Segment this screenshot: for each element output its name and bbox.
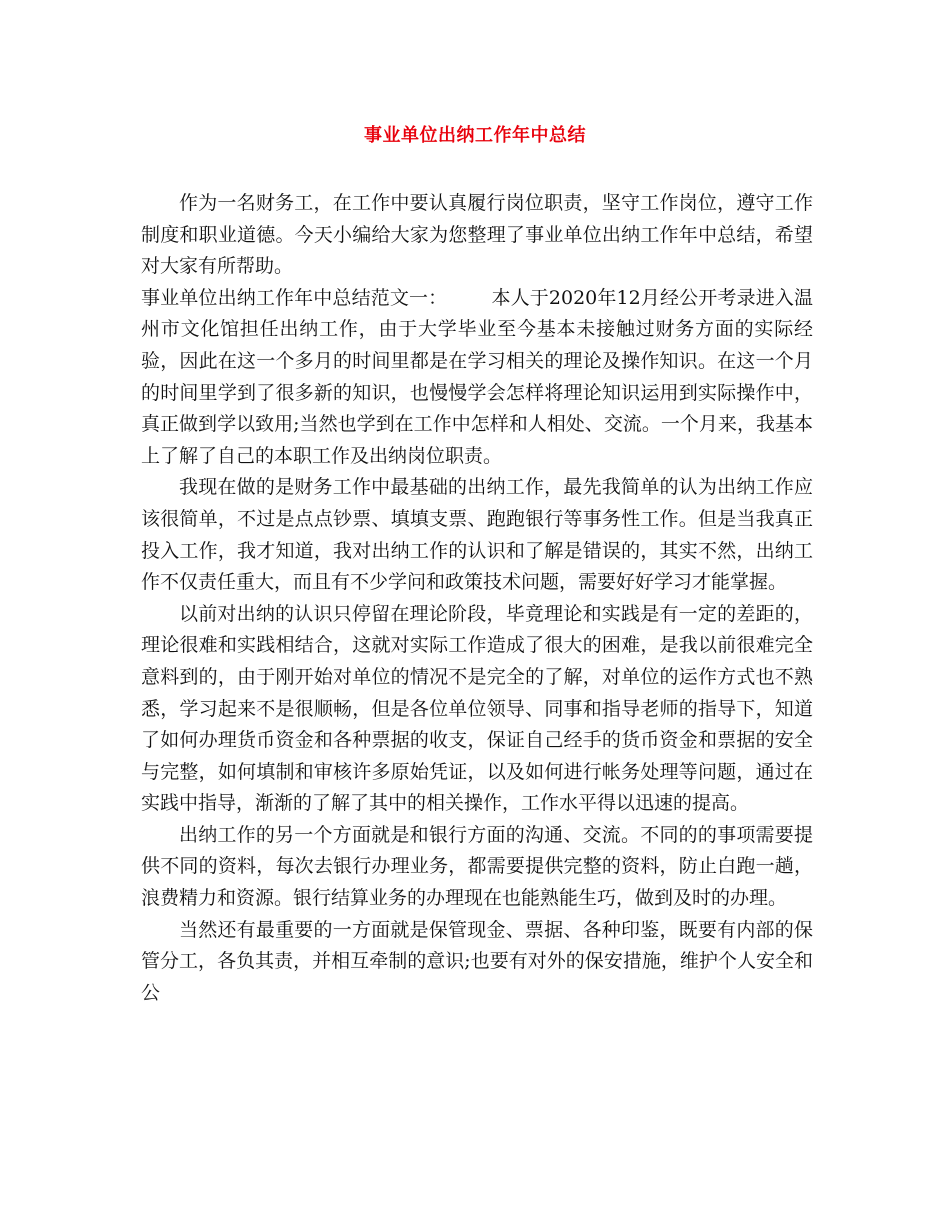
document-body bbox=[141, 188, 813, 1009]
sample-label: 事业单位出纳工作年中总结范文一： bbox=[141, 286, 448, 309]
body-paragraph: 我现在做的是财务工作中最基础的出纳工作，最先我简单的认为出纳工作应该很简单，不过是点点钞票、填填支票、跑跑银行等事务性工作。但是当我真正投入工作，我才知道，我对出纳工作的认识和了解是错误的，其实不然，出纳工作不仅责任重大，而且有不少学问和政策技术问题，需要好好学习才能掌握。 bbox=[141, 476, 813, 594]
body-paragraph: 出纳工作的另一个方面就是和银行方面的沟通、交流。不同的的事项需要提供不同的资料，每次去银行办理业务，都需要提供完整的资料，防止白跑一趟，浪费精力和资源。银行结算业务的办理现在也能熟能生巧，做到及时的办理。 bbox=[141, 823, 813, 910]
sample-first-text: 本人于2020年12月经公开考录进入温州市文化馆担任出纳工作，由于大学毕业至今基本未接触过财务方面的实际经验，因此在这一个多月的时间里都是在学习相关的理论及操作知识。在这一个月的时间里学到了很多新的知识，也慢慢学会怎样将理论知识运用到实际操作中，真正做到学以致用;当然也学到在工作中怎样和人相处、交流。一个月来，我基本上了解了自己的本职工作及出纳岗位职责。 bbox=[141, 286, 813, 467]
body-paragraph: 当然还有最重要的一方面就是保管现金、票据、各种印鉴，既要有内部的保管分工，各负其责，并相互牵制的意识;也要有对外的保安措施，维护个人安全和公 bbox=[141, 918, 813, 1004]
sample-paragraph bbox=[141, 283, 813, 473]
intro-paragraph: 作为一名财务工，在工作中要认真履行岗位职责，坚守工作岗位，遵守工作制度和职业道德。今天小编给大家为您整理了事业单位出纳工作年中总结，希望对大家有所帮助。 bbox=[141, 192, 813, 278]
document-title: 事业单位出纳工作年中总结 bbox=[364, 125, 586, 146]
body-paragraph: 以前对出纳的认识只停留在理论阶段，毕竟理论和实践是有一定的差距的，理论很难和实践相结合，这就对实际工作造成了很大的困难，是我以前很难完全意料到的，由于刚开始对单位的情况不是完全的了解，对单位的运作方式也不熟悉，学习起来不是很顺畅，但是各位单位领导、同事和指导老师的指导下，知道了如何办理货币资金和各种票据的收支，保证自己经手的货币资金和票据的安全与完整，如何填制和审核许多原始凭证，以及如何进行帐务处理等问题，通过在实践中指导，渐渐的了解了其中的相关操作，工作水平得以迅速的提高。 bbox=[141, 602, 813, 815]
